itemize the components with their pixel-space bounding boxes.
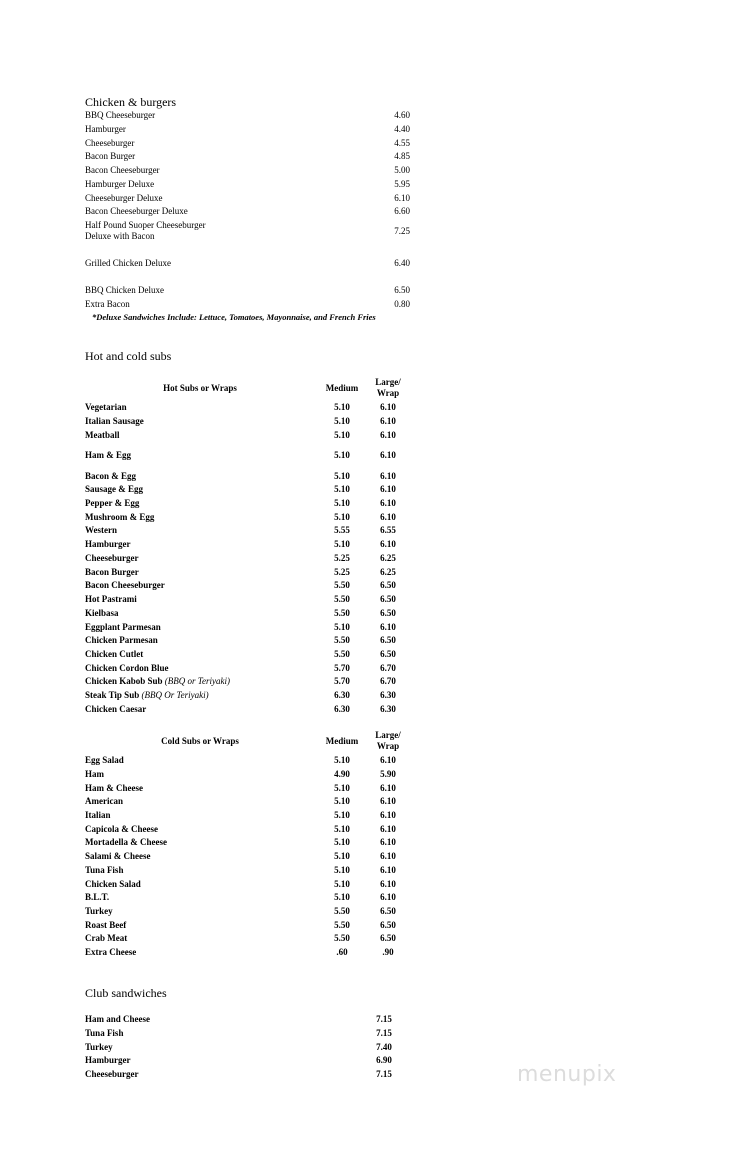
- menu-item-name: Half Pound Suoper Cheeseburger: [85, 220, 206, 230]
- cold-sub-name: Mortadella & Cheese: [85, 837, 167, 847]
- club-item-price: 7.40: [376, 1042, 392, 1052]
- hot-sub-medium-price: 5.10: [334, 484, 350, 494]
- hot-sub-row-name: [85, 635, 158, 645]
- menu-item-price: 0.80: [394, 299, 410, 309]
- menu-item-price: 6.10: [394, 193, 410, 203]
- deluxe-note: *Deluxe Sandwiches Include: Lettuce, Tomatoes, Mayonnaise, and French Fries: [92, 312, 376, 322]
- hot-sub-large-price: 6.30: [380, 690, 396, 700]
- cold-subs-header-large: Large/: [375, 730, 401, 740]
- hot-sub-large-price: 6.10: [380, 430, 396, 440]
- hot-sub-extra: (BBQ Or Teriyaki): [141, 690, 209, 700]
- cold-sub-medium-price: 5.10: [334, 879, 350, 889]
- menu-item-name: Bacon Burger: [85, 151, 136, 161]
- cold-sub-large-price: 6.10: [380, 865, 396, 875]
- menu-item-price: 4.40: [394, 124, 410, 134]
- hot-sub-medium-price: 5.25: [334, 553, 350, 563]
- hot-sub-row-name: [85, 567, 139, 577]
- cold-sub-large-price: 6.10: [380, 810, 396, 820]
- hot-sub-name: Hot Pastrami: [85, 594, 137, 604]
- hot-sub-name: Mushroom & Egg: [85, 512, 155, 522]
- hot-sub-medium-price: 6.30: [334, 704, 350, 714]
- cold-subs-header-name: Cold Subs or Wraps: [161, 736, 239, 746]
- hot-sub-large-price: 6.70: [380, 676, 396, 686]
- club-item-price: 6.90: [376, 1055, 392, 1065]
- hot-sub-row-name: [85, 704, 146, 714]
- menu-item-price: 4.60: [394, 110, 410, 120]
- menu-item-name: Hamburger Deluxe: [85, 179, 155, 189]
- menu-item-name: Hamburger: [85, 124, 126, 134]
- hot-sub-row-name: [85, 402, 127, 412]
- hot-sub-medium-price: 5.10: [334, 622, 350, 632]
- cold-subs-header-medium: Medium: [325, 736, 359, 746]
- hot-sub-medium-price: 5.70: [334, 663, 350, 673]
- menu-item-price: 6.40: [394, 258, 410, 268]
- menu-item-price: 7.25: [394, 226, 410, 236]
- hot-sub-medium-price: 5.25: [334, 567, 350, 577]
- cold-sub-large-price: 6.10: [380, 755, 396, 765]
- hot-sub-large-price: 6.10: [380, 471, 396, 481]
- hot-sub-medium-price: 5.10: [334, 512, 350, 522]
- hot-sub-medium-price: 5.10: [334, 498, 350, 508]
- hot-sub-name: Steak Tip Sub: [85, 690, 140, 700]
- hot-sub-large-price: 6.30: [380, 704, 396, 714]
- cold-sub-name: Tuna Fish: [85, 865, 124, 875]
- hot-sub-large-price: 6.10: [380, 622, 396, 632]
- cold-sub-medium-price: 5.10: [334, 892, 350, 902]
- cold-sub-medium-price: 5.10: [334, 783, 350, 793]
- hot-sub-name: Chicken Parmesan: [85, 635, 158, 645]
- hot-sub-medium-price: 5.70: [334, 676, 350, 686]
- hot-sub-row-name: [85, 580, 165, 590]
- hot-sub-row-name: [85, 553, 139, 563]
- hot-sub-name: Pepper & Egg: [85, 498, 140, 508]
- hot-sub-name: Bacon & Egg: [85, 471, 137, 481]
- hot-sub-name: Bacon Cheeseburger: [85, 580, 165, 590]
- hot-sub-large-price: 6.25: [380, 567, 396, 577]
- cold-sub-name: B.L.T.: [85, 892, 110, 902]
- cold-sub-medium-price: 5.10: [334, 837, 350, 847]
- cold-sub-medium-price: 5.50: [334, 920, 350, 930]
- cold-sub-name: American: [85, 796, 123, 806]
- hot-sub-name: Chicken Cordon Blue: [85, 663, 169, 673]
- cold-sub-name: Roast Beef: [85, 920, 127, 930]
- cold-sub-medium-price: 5.10: [334, 851, 350, 861]
- club-item-price: 7.15: [376, 1028, 392, 1038]
- hot-subs-header-name: Hot Subs or Wraps: [163, 383, 237, 393]
- hot-sub-medium-price: 5.50: [334, 649, 350, 659]
- menu-item-name: BBQ Chicken Deluxe: [85, 285, 164, 295]
- hot-sub-name: Cheeseburger: [85, 553, 139, 563]
- club-item-name: Cheeseburger: [85, 1069, 139, 1079]
- hot-subs-header-medium: Medium: [325, 383, 359, 393]
- menu-item-name: BBQ Cheeseburger: [85, 110, 156, 120]
- club-item-name: Turkey: [85, 1042, 113, 1052]
- cold-sub-large-price: 6.10: [380, 783, 396, 793]
- menu-item-price: 4.55: [394, 138, 410, 148]
- cold-sub-large-price: 6.10: [380, 796, 396, 806]
- hot-sub-large-price: 6.10: [380, 539, 396, 549]
- hot-sub-large-price: 6.50: [380, 594, 396, 604]
- hot-sub-name: Ham & Egg: [85, 450, 131, 460]
- hot-sub-medium-price: 5.10: [334, 450, 350, 460]
- cold-sub-large-price: 6.10: [380, 892, 396, 902]
- menu-item-name: Grilled Chicken Deluxe: [85, 258, 171, 268]
- club-item-price: 7.15: [376, 1014, 392, 1024]
- hot-sub-large-price: 6.50: [380, 635, 396, 645]
- cold-sub-name: Egg Salad: [85, 755, 124, 765]
- cold-sub-name: Extra Cheese: [85, 947, 137, 957]
- menu-item-name: Cheeseburger Deluxe: [85, 193, 163, 203]
- section-title-subs: Hot and cold subs: [85, 349, 172, 363]
- hot-sub-large-price: 6.25: [380, 553, 396, 563]
- menu-item-price: 6.60: [394, 206, 410, 216]
- hot-sub-row-name: [85, 539, 131, 549]
- hot-sub-row-name: [85, 649, 143, 659]
- cold-sub-medium-price: 5.10: [334, 865, 350, 875]
- hot-sub-large-price: 6.10: [380, 484, 396, 494]
- hot-sub-large-price: 6.50: [380, 608, 396, 618]
- cold-sub-large-price: 6.50: [380, 920, 396, 930]
- hot-sub-row-name: [85, 622, 161, 632]
- menu-item-name: Extra Bacon: [85, 299, 130, 309]
- hot-sub-row-name: [85, 430, 120, 440]
- cold-sub-medium-price: 5.10: [334, 796, 350, 806]
- cold-sub-large-price: 6.10: [380, 851, 396, 861]
- hot-sub-name: Chicken Kabob Sub: [85, 676, 163, 686]
- cold-subs-header-wrap: Wrap: [376, 741, 400, 751]
- cold-sub-name: Chicken Salad: [85, 879, 141, 889]
- hot-sub-medium-price: 5.55: [334, 525, 350, 535]
- hot-sub-name: Eggplant Parmesan: [85, 622, 161, 632]
- hot-sub-large-price: 6.10: [380, 450, 396, 460]
- hot-sub-row-name: [85, 608, 119, 618]
- menu-item-name-line2: Deluxe with Bacon: [85, 231, 155, 241]
- hot-sub-row-name: [85, 594, 137, 604]
- hot-sub-medium-price: 5.10: [334, 416, 350, 426]
- hot-sub-row-name: [85, 690, 209, 700]
- hot-subs-header-wrap: Wrap: [376, 388, 400, 398]
- club-item-price: 7.15: [376, 1069, 392, 1079]
- cold-sub-medium-price: 5.50: [334, 906, 350, 916]
- section-title-club: Club sandwiches: [85, 986, 167, 1000]
- hot-sub-large-price: 6.10: [380, 416, 396, 426]
- hot-subs-header-large: Large/: [375, 377, 401, 387]
- hot-sub-medium-price: 5.50: [334, 594, 350, 604]
- section-title-chicken-burgers: Chicken & burgers: [85, 95, 177, 109]
- menu-item-price: 5.95: [394, 179, 410, 189]
- club-item-name: Ham and Cheese: [85, 1014, 150, 1024]
- club-item-name: Tuna Fish: [85, 1028, 124, 1038]
- hot-sub-row-name: [85, 471, 136, 481]
- menu-item-name: Cheeseburger: [85, 138, 135, 148]
- cold-sub-medium-price: 5.10: [334, 810, 350, 820]
- hot-sub-row-name: [85, 498, 139, 508]
- menu-item-name: Bacon Cheeseburger: [85, 165, 160, 175]
- cold-sub-name: Crab Meat: [85, 933, 128, 943]
- hot-sub-medium-price: 5.10: [334, 539, 350, 549]
- hot-sub-medium-price: 6.30: [334, 690, 350, 700]
- hot-sub-row-name: [85, 676, 230, 686]
- cold-sub-name: Italian: [85, 810, 111, 820]
- hot-sub-row-name: [85, 663, 169, 673]
- cold-sub-medium-price: 5.50: [334, 933, 350, 943]
- club-item-name: Hamburger: [85, 1055, 131, 1065]
- cold-sub-name: Capicola & Cheese: [85, 824, 158, 834]
- cold-sub-name: Turkey: [85, 906, 113, 916]
- hot-sub-name: Bacon Burger: [85, 567, 139, 577]
- hot-sub-medium-price: 5.10: [334, 471, 350, 481]
- menu-item-price: 4.85: [394, 151, 410, 161]
- hot-sub-name: Vegetarian: [85, 402, 127, 412]
- menu-item-price: 5.00: [394, 165, 410, 175]
- hot-sub-large-price: 6.10: [380, 512, 396, 522]
- cold-sub-large-price: 5.90: [380, 769, 396, 779]
- hot-sub-large-price: 6.70: [380, 663, 396, 673]
- cold-sub-medium-price: .60: [336, 947, 348, 957]
- cold-sub-name: Salami & Cheese: [85, 851, 151, 861]
- cold-sub-large-price: .90: [382, 947, 394, 957]
- cold-sub-medium-price: 5.10: [334, 824, 350, 834]
- hot-sub-row-name: [85, 450, 131, 460]
- menupix-watermark: menupix: [517, 1062, 617, 1087]
- cold-sub-large-price: 6.10: [380, 879, 396, 889]
- menu-item-name: Bacon Cheeseburger Deluxe: [85, 206, 188, 216]
- hot-sub-name: Chicken Cutlet: [85, 649, 144, 659]
- cold-sub-large-price: 6.10: [380, 824, 396, 834]
- menu-item-price: 6.50: [394, 285, 410, 295]
- hot-sub-name: Italian Sausage: [85, 416, 144, 426]
- cold-sub-medium-price: 5.10: [334, 755, 350, 765]
- hot-sub-name: Western: [85, 525, 117, 535]
- cold-sub-name: Ham: [85, 769, 104, 779]
- hot-sub-row-name: [85, 416, 144, 426]
- hot-sub-row-name: [85, 525, 117, 535]
- hot-sub-name: Meatball: [85, 430, 120, 440]
- hot-sub-medium-price: 5.50: [334, 635, 350, 645]
- hot-sub-medium-price: 5.10: [334, 430, 350, 440]
- hot-sub-row-name: [85, 512, 154, 522]
- hot-sub-large-price: 6.55: [380, 525, 396, 535]
- cold-sub-medium-price: 4.90: [334, 769, 350, 779]
- hot-sub-name: Sausage & Egg: [85, 484, 144, 494]
- hot-sub-large-price: 6.10: [380, 498, 396, 508]
- hot-sub-name: Chicken Caesar: [85, 704, 147, 714]
- hot-sub-medium-price: 5.10: [334, 402, 350, 412]
- cold-sub-large-price: 6.10: [380, 837, 396, 847]
- cold-sub-large-price: 6.50: [380, 933, 396, 943]
- hot-sub-medium-price: 5.50: [334, 608, 350, 618]
- hot-sub-name: Kielbasa: [85, 608, 119, 618]
- hot-sub-row-name: [85, 484, 143, 494]
- hot-sub-extra: (BBQ or Teriyaki): [164, 676, 230, 686]
- hot-sub-large-price: 6.50: [380, 649, 396, 659]
- cold-sub-large-price: 6.50: [380, 906, 396, 916]
- hot-sub-name: Hamburger: [85, 539, 131, 549]
- hot-sub-large-price: 6.10: [380, 402, 396, 412]
- cold-sub-name: Ham & Cheese: [85, 783, 143, 793]
- hot-sub-medium-price: 5.50: [334, 580, 350, 590]
- hot-sub-large-price: 6.50: [380, 580, 396, 590]
